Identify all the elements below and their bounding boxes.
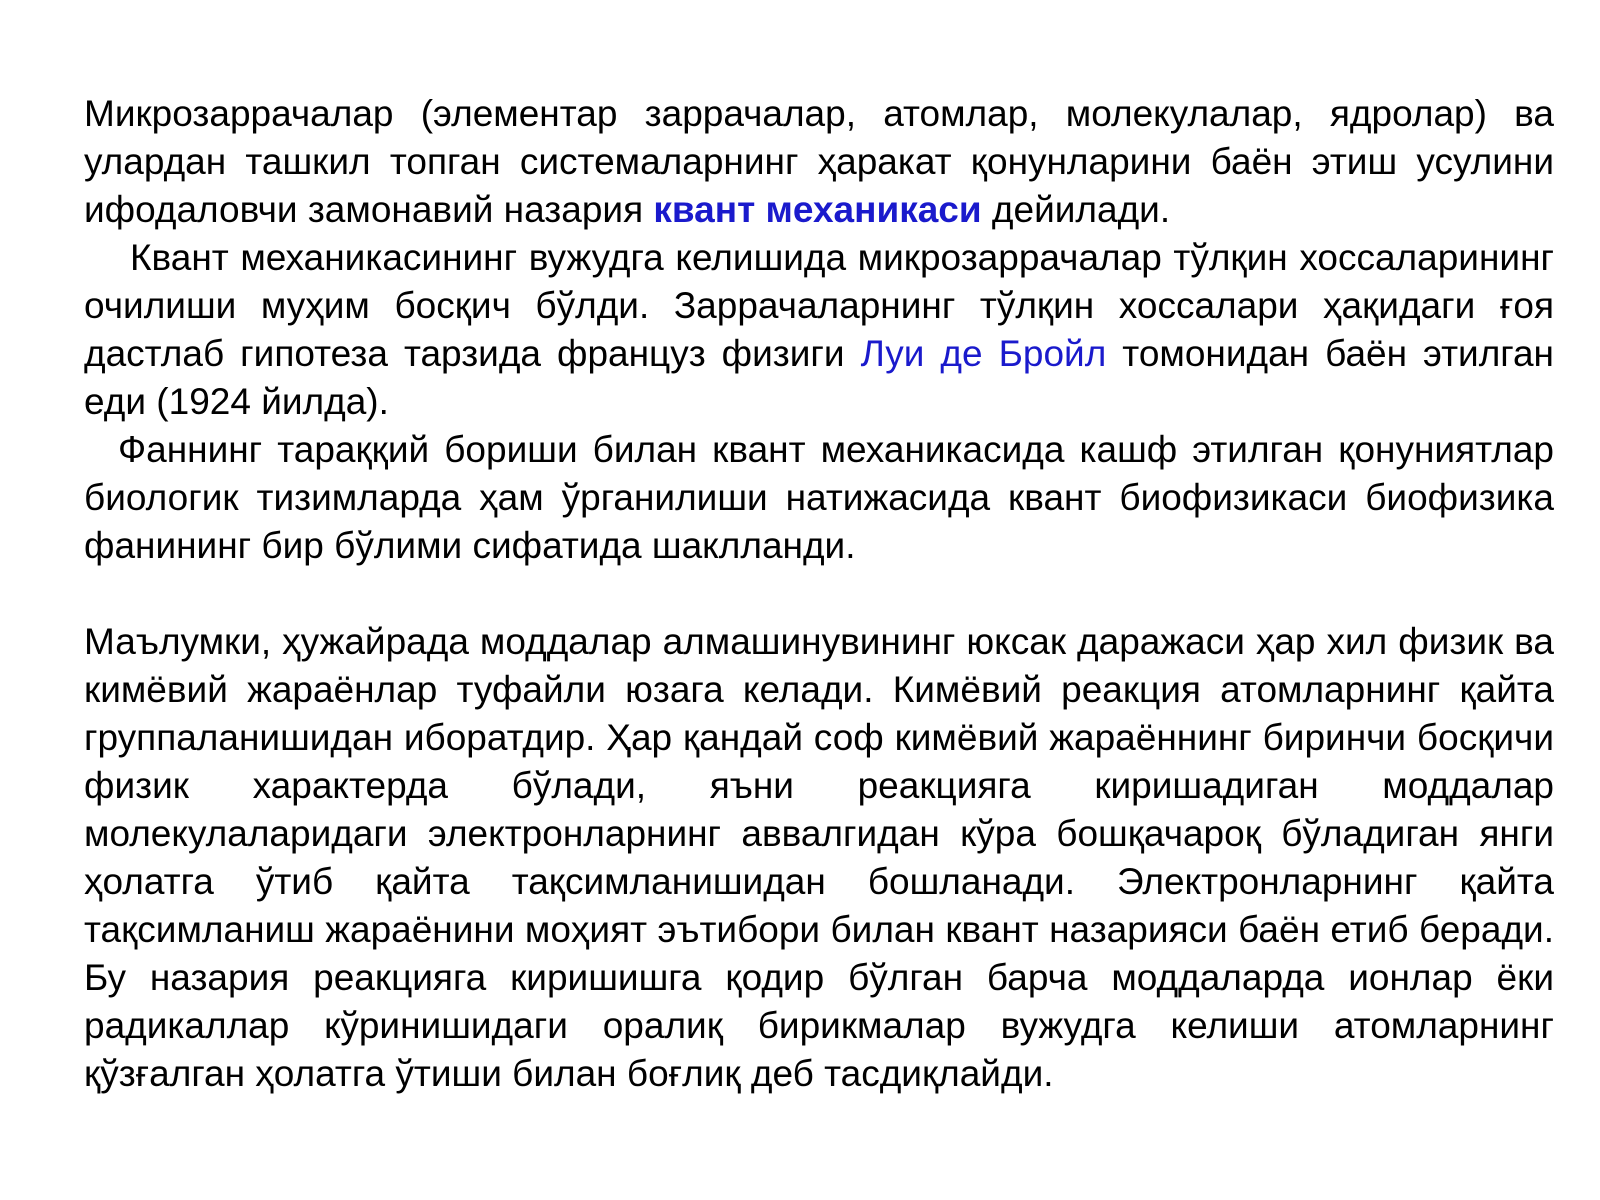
- paragraph-wave-text-after: томонидан баён этилган еди (1924 йилда).: [84, 333, 1554, 422]
- paragraph-quantum-biophysics: [84, 426, 1554, 570]
- paragraph-metabolism: [84, 618, 1554, 1098]
- paragraph-intro-text-after: дейилади.: [981, 189, 1171, 230]
- paragraph-metabolism-text: Маълумки, ҳужайрада моддалар алмашинувининг юксак даражаси ҳар хил физик ва кимёвий жараёнлар туфайли юзага келади. Кимёвий реакция атомларнинг қайта группаланишидан иборатдир. Ҳар қандай соф кимёвий жараённинг биринчи босқичи физик характерда бўлади, яъни реакцияга киришадиган моддалар молекулаларидаги электронларнинг аввалгидан кўра бошқачароқ бўладиган янги ҳолатга ўтиб қайта тақсимланишидан бошланади. Электронларнинг қайта тақсимланиш жараёнини моҳият эътибори билан квант назарияси баён етиб беради. Бу назария реакцияга киришишга қодир бўлган барча моддаларда ионлар ёки радикаллар кўринишидаги оралиқ бирикмалар вужудга келиши атомларнинг қўзғалган ҳолатга ўтиши билан боғлиқ деб тасдиқлайди.: [84, 621, 1554, 1094]
- slide-content: [84, 90, 1554, 1098]
- paragraph-gap: [84, 570, 1554, 618]
- paragraph-wave-properties: [84, 234, 1554, 426]
- paragraph-biophysics-text: Фаннинг тараққий бориши билан квант механикасида кашф этилган қонуниятлар биологик тизимларда ҳам ўрганилиши натижасида квант биофизикаси биофизика фанининг бир бўлими сифатида шаклланди.: [84, 429, 1554, 566]
- paragraph-wave-text-before: Квант механикасининг вужудга келишида микрозаррачалар тўлқин хоссаларининг очилиши муҳим босқич бўлди. Заррачаларнинг тўлқин хоссалари ҳақидаги ғоя дастлаб гипотеза тарзида француз физиги: [84, 237, 1554, 374]
- name-louis-de-broglie: Луи де Бройл: [860, 333, 1107, 374]
- paragraph-intro-text-before: Микрозаррачалар (элементар заррачалар, атомлар, молекулалар, ядролар) ва улардан ташкил топган системаларнинг ҳаракат қонунларини баён этиш усулини ифодаловчи замонавий назария: [84, 93, 1554, 230]
- term-quantum-mechanics: квант механикаси: [653, 189, 982, 230]
- paragraph-intro: [84, 90, 1554, 234]
